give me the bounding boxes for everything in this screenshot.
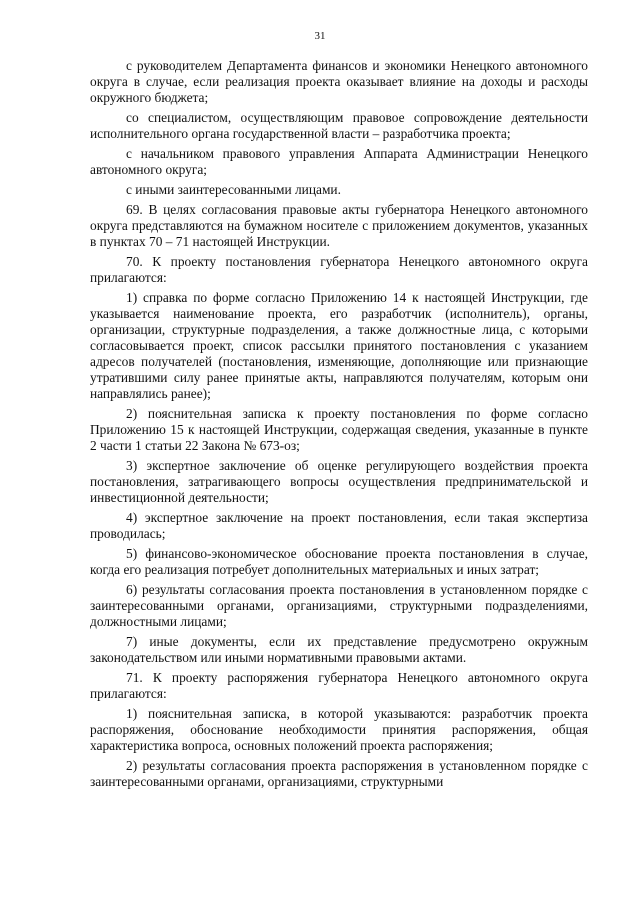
paragraph-item-70-5: 5) финансово-экономическое обоснование проекта постановления в случае, когда его реализация потребует дополнительных материальных и иных затрат; — [90, 546, 588, 577]
paragraph-approval-finance-head: с руководителем Департамента финансов и экономики Ненецкого автономного округа в случае, если реализация проекта оказывает влияние на доходы и расходы окружного бюджета; — [90, 58, 588, 105]
paragraph-item-71-2: 2) результаты согласования проекта распоряжения в установленном порядке с заинтересованными органами, организациями, структурными — [90, 758, 588, 789]
paragraph-item-70-2: 2) пояснительная записка к проекту постановления по форме согласно Приложению 15 к настоящей Инструкции, содержащая сведения, указанные в пункте 2 части 1 статьи 22 Закона № 673-оз; — [90, 406, 588, 453]
paragraph-item-71: 71. К проекту распоряжения губернатора Ненецкого автономного округа прилагаются: — [90, 670, 588, 701]
paragraph-item-70-7: 7) иные документы, если их представление предусмотрено окружным законодательством или иными нормативными правовыми актами. — [90, 634, 588, 665]
document-body — [90, 58, 588, 790]
paragraph-item-71-1: 1) пояснительная записка, в которой указываются: разработчик проекта распоряжения, обоснование необходимости принятия распоряжения, общая характеристика вопроса, основных положений проекта распоряжения; — [90, 706, 588, 753]
paragraph-item-69: 69. В целях согласования правовые акты губернатора Ненецкого автономного округа представляются на бумажном носителе с приложением документов, указанных в пунктах 70 – 71 настоящей Инструкции. — [90, 202, 588, 249]
paragraph-item-70-6: 6) результаты согласования проекта постановления в установленном порядке с заинтересованными органами, организациями, структурными подразделениями, должностными лицами; — [90, 582, 588, 629]
paragraph-item-70: 70. К проекту постановления губернатора Ненецкого автономного округа прилагаются: — [90, 254, 588, 285]
paragraph-item-70-4: 4) экспертное заключение на проект постановления, если такая экспертиза проводилась; — [90, 510, 588, 541]
paragraph-item-70-3: 3) экспертное заключение об оценке регулирующего воздействия проекта постановления, затрагивающего вопросы осуществления предпринимательской и инвестиционной деятельности; — [90, 458, 588, 505]
page-number: 31 — [314, 30, 326, 42]
paragraph-approval-other-persons: с иными заинтересованными лицами. — [126, 182, 341, 197]
paragraph-approval-legal-department-head: с начальником правового управления Аппарата Администрации Ненецкого автономного округа; — [90, 146, 588, 177]
paragraph-approval-legal-specialist: со специалистом, осуществляющим правовое сопровождение деятельности исполнительного органа государственной власти – разработчика проекта; — [90, 110, 588, 141]
paragraph-item-70-1: 1) справка по форме согласно Приложению 14 к настоящей Инструкции, где указывается наименование проекта, его разработчик (исполнитель), органы, организации, структурные подразделения, а также должностные лица, с которыми согласовывается проект, список рассылки принятого постановления с указанием адресов получателей (постановления, изменяющие, дополняющие или признающие утратившими силу ранее принятые акты, направляются получателям, которым они направлялись ранее); — [90, 290, 588, 401]
